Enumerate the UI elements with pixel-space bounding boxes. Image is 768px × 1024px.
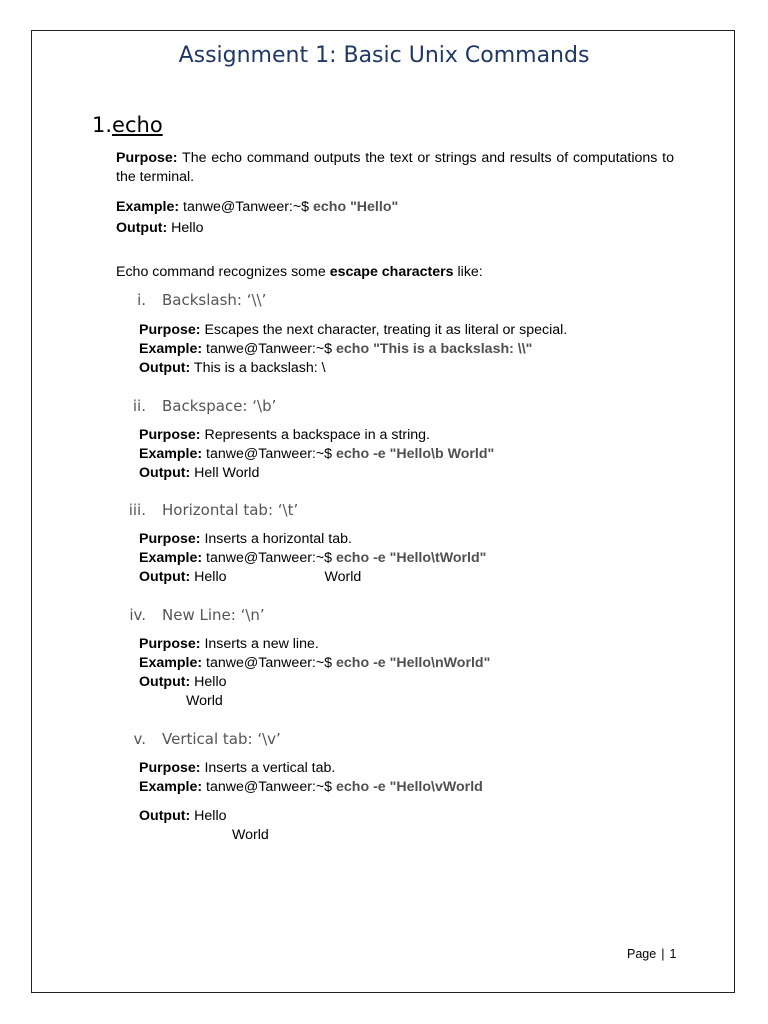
purpose-text: Represents a backspace in a string.: [204, 427, 430, 443]
output-text: Hell World: [194, 465, 260, 481]
prompt: tanwe@Tanweer:~$: [206, 341, 333, 357]
output-text: This is a backslash: \: [193, 360, 326, 376]
output-label: Output:: [139, 674, 191, 690]
example-command: echo -e "Hello\tWorld": [336, 550, 487, 566]
example-command: echo "Hello": [313, 199, 399, 215]
purpose-label: Purpose:: [139, 427, 201, 443]
example-command: echo -e "Hello\nWorld": [336, 655, 491, 671]
example-line: [139, 549, 486, 568]
output-line: [139, 807, 269, 826]
output-line: [139, 568, 486, 587]
purpose-label: Purpose:: [139, 760, 201, 776]
purpose-line: [139, 321, 567, 340]
example-label: Example:: [116, 199, 180, 215]
output-line-2: [139, 692, 490, 711]
prompt: tanwe@Tanweer:~$: [206, 550, 333, 566]
section-name: echo: [112, 113, 163, 137]
intro-purpose: [116, 149, 674, 187]
prompt: tanwe@Tanweer:~$: [206, 655, 333, 671]
item-heading-new-line: [116, 606, 265, 624]
output-line: [139, 673, 490, 692]
item-body-horizontal-tab: [139, 530, 486, 587]
purpose-label: Purpose:: [139, 531, 201, 547]
purpose-label: Purpose:: [139, 636, 201, 652]
item-title: Vertical tab: ‘\v’: [162, 730, 281, 748]
output-line: [139, 464, 494, 483]
item-heading-vertical-tab: [116, 730, 281, 748]
output-text-tabbed: World: [324, 569, 362, 585]
item-body-backslash: [139, 321, 567, 378]
item-heading-backspace: [116, 397, 276, 415]
item-body-backspace: [139, 426, 494, 483]
output-label: Output:: [139, 360, 191, 376]
output-text-newline: World: [186, 693, 223, 709]
item-body-new-line: [139, 635, 490, 711]
purpose-line: [139, 759, 483, 778]
example-label: Example:: [139, 446, 203, 462]
purpose-label: Purpose:: [116, 150, 178, 166]
purpose-text: Inserts a new line.: [204, 636, 319, 652]
escape-intro-tail: like:: [457, 264, 483, 280]
output-text: Hello: [194, 674, 227, 690]
item-number: v.: [133, 730, 146, 748]
purpose-line: [139, 635, 490, 654]
example-command: echo -e "Hello\vWorld: [336, 779, 483, 795]
prompt: tanwe@Tanweer:~$: [206, 779, 333, 795]
output-label: Output:: [139, 465, 191, 481]
item-title: Backslash: ‘\\’: [162, 291, 267, 309]
item-title: Horizontal tab: ‘\t’: [162, 501, 299, 519]
output-text: Hello: [194, 808, 227, 824]
item-heading-horizontal-tab: [116, 501, 298, 519]
example-line: [139, 445, 494, 464]
item-title: Backspace: ‘\b’: [162, 397, 277, 415]
output-label: Output:: [116, 220, 168, 236]
item-title: New Line: ‘\n’: [162, 606, 265, 624]
purpose-line: [139, 426, 494, 445]
section-number: 1.: [92, 113, 113, 137]
output-text: Hello: [194, 569, 227, 585]
purpose-line: [139, 530, 486, 549]
output-line-2: [139, 826, 269, 845]
example-line: [139, 340, 567, 359]
purpose-text: Escapes the next character, treating it as literal or special.: [204, 322, 568, 338]
output-line: [139, 359, 567, 378]
escape-intro-text: Echo command recognizes some: [116, 264, 326, 280]
output-text-vtab: World: [232, 827, 269, 843]
section-heading: [92, 113, 163, 137]
document-title: Assignment 1: Basic Unix Commands: [178, 43, 590, 68]
page-footer: [627, 947, 676, 961]
page-separator: |: [661, 947, 665, 961]
purpose-text: Inserts a vertical tab.: [204, 760, 336, 776]
example-command: echo "This is a backslash: \\": [336, 341, 533, 357]
prompt: tanwe@Tanweer:~$: [206, 446, 333, 462]
item-output-vertical-tab: [139, 807, 269, 845]
example-command: echo -e "Hello\b World": [336, 446, 495, 462]
item-number: iii.: [128, 501, 146, 519]
output-label: Output:: [139, 808, 191, 824]
example-label: Example:: [139, 550, 203, 566]
purpose-text: The echo command outputs the text or strings and results of computations to the terminal.: [116, 150, 674, 185]
escape-intro: [116, 263, 674, 282]
page-label: Page: [627, 947, 657, 961]
intro-output: [116, 219, 674, 238]
item-number: i.: [137, 291, 146, 309]
item-number: ii.: [132, 397, 146, 415]
example-line: [139, 654, 490, 673]
example-label: Example:: [139, 341, 203, 357]
example-label: Example:: [139, 779, 203, 795]
purpose-label: Purpose:: [139, 322, 201, 338]
prompt: tanwe@Tanweer:~$: [183, 199, 310, 215]
intro-example: [116, 198, 674, 217]
item-body-vertical-tab: [139, 759, 483, 797]
item-heading-backslash: [116, 291, 266, 309]
output-text: Hello: [171, 220, 204, 236]
page-number: 1: [669, 947, 677, 961]
purpose-text: Inserts a horizontal tab.: [204, 531, 352, 547]
example-line: [139, 778, 483, 797]
escape-intro-bold: escape characters: [329, 264, 454, 280]
output-label: Output:: [139, 569, 191, 585]
example-label: Example:: [139, 655, 203, 671]
item-number: iv.: [129, 606, 146, 624]
